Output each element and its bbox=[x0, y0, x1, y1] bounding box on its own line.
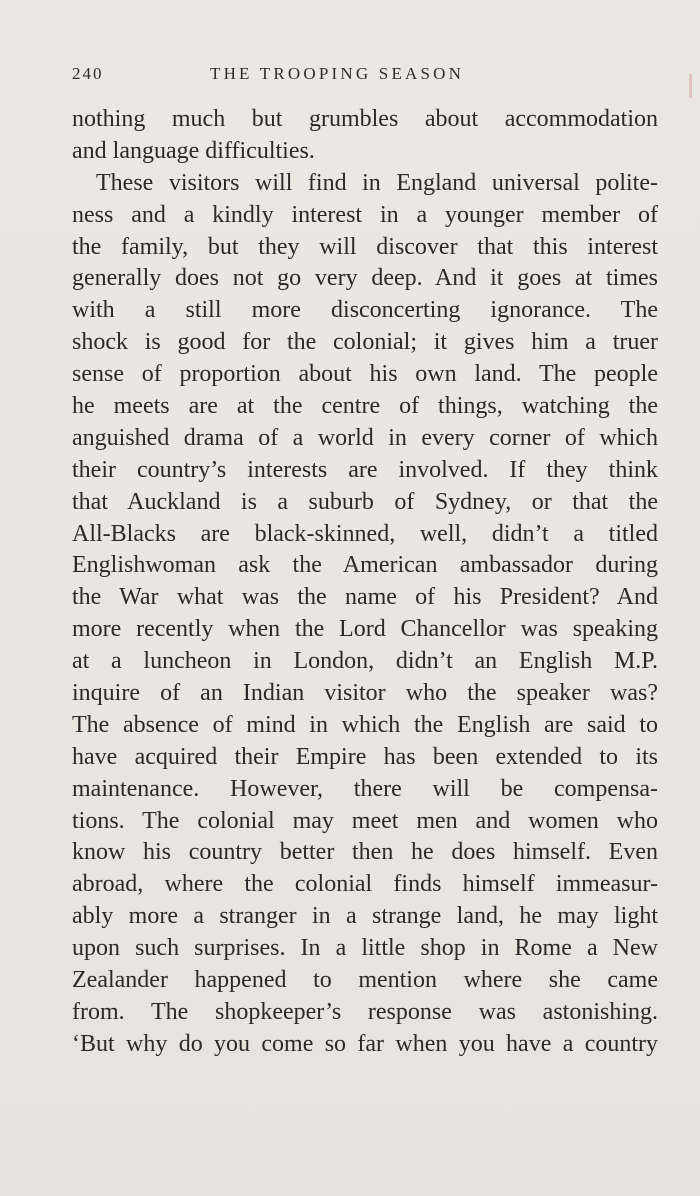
text-line: abroad, where the colonial finds himself immeasur- bbox=[72, 871, 658, 898]
body-text bbox=[72, 104, 658, 1061]
text-line: nothing much but grumbles about accommodation bbox=[72, 106, 658, 132]
text-line: upon such surprises. In a little shop in Rome a New bbox=[72, 935, 658, 962]
text-line: from. The shopkeeper’s response was astonishing. bbox=[72, 998, 658, 1025]
text-line: ably more a stranger in a strange land, he may light bbox=[72, 903, 658, 930]
text-line: with a still more disconcerting ignorance. The bbox=[72, 297, 658, 324]
page-edge-mark bbox=[689, 74, 692, 98]
text-line: and language difficulties. bbox=[72, 137, 315, 164]
page-header bbox=[72, 64, 656, 88]
text-line: Zealander happened to mention where she came bbox=[72, 967, 658, 994]
text-line: tions. The colonial may meet men and women who bbox=[72, 807, 658, 834]
text-line: anguished drama of a world in every corner of which bbox=[72, 424, 658, 451]
text-line: know his country better then he does himself. Even bbox=[72, 839, 658, 866]
text-line: he meets are at the centre of things, watching the bbox=[72, 393, 658, 420]
page-number: 240 bbox=[72, 64, 104, 83]
text-line: These visitors will find in England universal polite- bbox=[96, 169, 658, 196]
text-line: the War what was the name of his President? And bbox=[72, 584, 658, 611]
text-line: generally does not go very deep. And it goes at times bbox=[72, 265, 658, 292]
text-line: at a luncheon in London, didn’t an English M.P. bbox=[72, 648, 658, 675]
text-line: the family, but they will discover that this interest bbox=[72, 233, 658, 260]
text-line: more recently when the Lord Chancellor was speaking bbox=[72, 616, 658, 643]
text-line: All-Blacks are black-skinned, well, didn’t a titled bbox=[72, 520, 658, 547]
running-head: THE TROOPING SEASON bbox=[210, 64, 465, 83]
text-line: inquire of an Indian visitor who the speaker was? bbox=[72, 680, 658, 707]
text-line: maintenance. However, there will be compensa- bbox=[72, 775, 658, 802]
text-line: that Auckland is a suburb of Sydney, or that the bbox=[72, 488, 658, 515]
text-line: ness and a kindly interest in a younger member of bbox=[72, 201, 658, 228]
text-line: have acquired their Empire has been extended to its bbox=[72, 743, 658, 770]
text-line: their country’s interests are involved. If they think bbox=[72, 456, 658, 483]
text-line: Englishwoman ask the American ambassador during bbox=[72, 552, 658, 579]
text-line: shock is good for the colonial; it gives him a truer bbox=[72, 329, 658, 356]
text-line: ‘But why do you come so far when you have a country bbox=[72, 1030, 658, 1057]
text-line: The absence of mind in which the English are said to bbox=[72, 711, 658, 738]
text-line: sense of proportion about his own land. The people bbox=[72, 361, 658, 388]
